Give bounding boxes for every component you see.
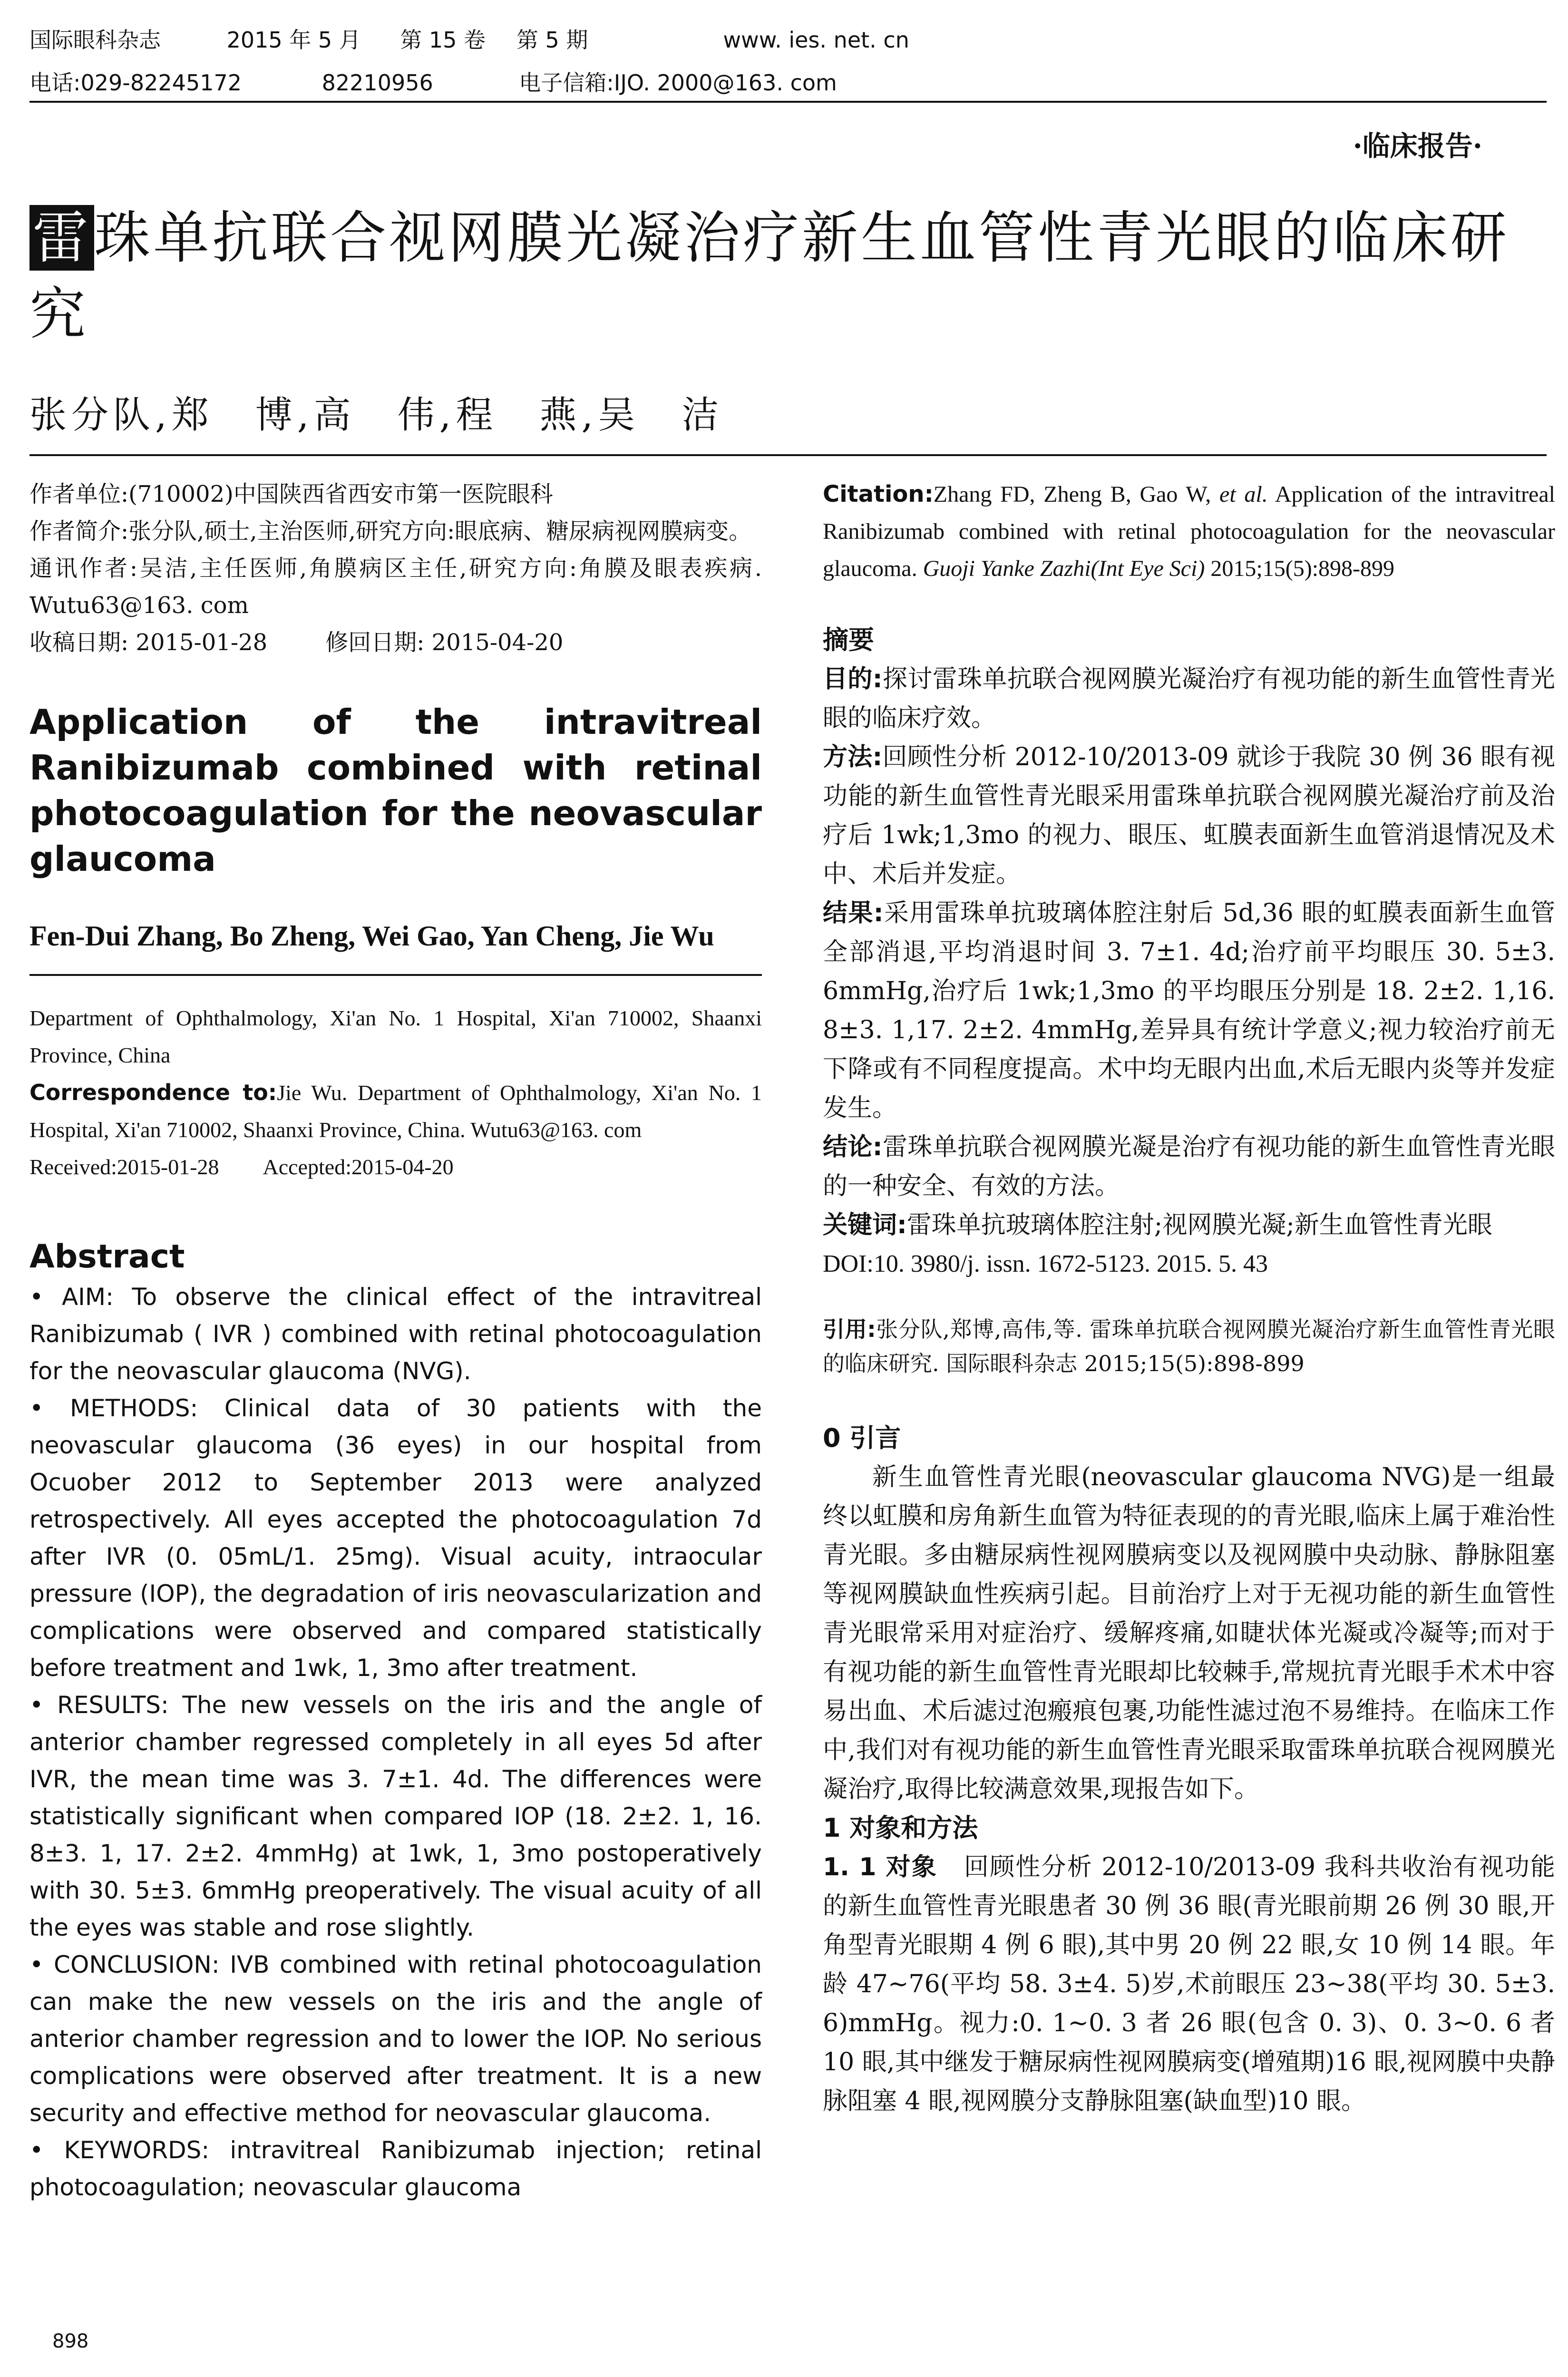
abstract-cn-heading: 摘要 bbox=[823, 625, 874, 655]
abstract-en bbox=[29, 1278, 762, 2206]
article-title-cn bbox=[29, 200, 1547, 352]
citation-ref: 2015;15(5):898-899 bbox=[1210, 556, 1395, 581]
methods-text-cn: 回顾性分析 2012-10/2013-09 就诊于我院 30 例 36 眼有视功能的新生血管性青光眼采用雷珠单抗联合视网膜光凝治疗前及治疗后 1wk;1,3mo 的视力、眼压、虹膜表面新生血管消退情况及术中、术后并发症。 bbox=[823, 743, 1555, 888]
intro-paragraph: 新生血管性青光眼(neovascular glaucoma NVG)是一组最终以虹膜和房角新生血管为特征表现的的青光眼,临床上属于难治性青光眼。多由糖尿病性视网膜病变以及视网膜中央动脉、静脉阻塞等视网膜缺血性疾病引起。目前治疗上对于无视功能的新生血管性青光眼常采用对症治疗、缓解疼痛,如睫状体光凝或冷凝等;而对于有视功能的新生血管性青光眼却比较棘手,常规抗青光眼手术术中容易出血、术后滤过泡瘢痕包裹,功能性滤过泡不易维持。在临床工作中,我们对有视功能的新生血管性青光眼采取雷珠单抗联合视网膜光凝治疗,取得比较满意效果,现报告如下。 bbox=[823, 1463, 1555, 1803]
title-rest: 珠单抗联合视网膜光凝治疗新生血管性青光眼的临床研究 bbox=[29, 205, 1510, 347]
dates-en bbox=[29, 1149, 762, 1186]
correspondence-label: Correspondence to: bbox=[29, 1080, 277, 1105]
citation-journal: Guoji Yanke Zazhi(Int Eye Sci) bbox=[923, 556, 1205, 581]
dates-cn bbox=[29, 624, 762, 661]
abstract-cn-conclusion bbox=[823, 1128, 1555, 1206]
journal-header-line1 bbox=[29, 23, 909, 54]
correspondence-en bbox=[29, 1074, 762, 1149]
journal-phone: 电话:029-82245172 bbox=[29, 70, 242, 96]
subjects-paragraph bbox=[823, 1848, 1555, 2121]
subjects-text: 回顾性分析 2012-10/2013-09 我科共收治有视功能的新生血管性青光眼患者 30 例 36 眼(青光眼前期 26 例 30 眼,开角型青光眼期 4 例 6 眼),其中男 20 例 22 眼,女 10 例 14 眼。年龄 47~76(平均 58. 3±4. 5)岁,术前眼压 23~38(平均 30. 5±3. 6)mmHg。视力:0. 1~0. 3 者 26 眼(包含 0. 3)、0. 3~0. 6 者 10 眼,其中继发于糖尿病性视网膜病变(增殖期)16 眼,视网膜中央静脉阻塞 4 眼,视网膜分支静脉阻塞(缺血型)10 眼。 bbox=[823, 1853, 1555, 2115]
abstract-cn-keywords bbox=[823, 1206, 1555, 1245]
abstract-cn-methods bbox=[823, 738, 1555, 894]
abstract-cn-results bbox=[823, 894, 1555, 1128]
department-en: Department of Ophthalmology, Xi'an No. 1 Hospital, Xi'an 710002, Shaanxi Province, China bbox=[29, 1006, 762, 1067]
journal-website[interactable]: www. ies. net. cn bbox=[723, 27, 909, 53]
author-unit: 作者单位:(710002)中国陕西省西安市第一医院眼科 bbox=[29, 481, 553, 507]
citation-en bbox=[823, 476, 1555, 587]
citation-cn bbox=[823, 1312, 1555, 1381]
methods-heading: 1 对象和方法 bbox=[823, 1813, 978, 1843]
methods-label-cn: 方法: bbox=[823, 743, 883, 771]
section-tag: ·临床报告· bbox=[1353, 130, 1482, 162]
citation-cn-para bbox=[823, 1312, 1555, 1381]
right-column bbox=[823, 476, 1555, 2121]
corresponding-author: 通讯作者:吴洁,主任医师,角膜病区主任,研究方向:角膜及眼表疾病. Wutu63@163. com bbox=[29, 555, 762, 619]
citation-label: Citation: bbox=[823, 481, 934, 507]
conclusion-label-cn: 结论: bbox=[823, 1133, 883, 1161]
abstract-cn bbox=[823, 621, 1555, 1284]
intro-heading: 0 引言 bbox=[823, 1423, 901, 1453]
subjects-heading: 1. 1 对象 bbox=[823, 1853, 937, 1881]
authors-en: Fen-Dui Zhang, Bo Zheng, Wei Gao, Yan Cheng, Jie Wu bbox=[29, 920, 714, 952]
citation-authors: Zhang FD, Zheng B, Gao W, bbox=[933, 482, 1211, 507]
authors-en-rule bbox=[29, 974, 762, 976]
page-number: 898 bbox=[52, 2330, 89, 2352]
abstract-methods: • METHODS: Clinical data of 30 patients with the neovascular glaucoma (36 eyes) in our hospital from Ocuober 2012 to September 2013 were analyzed retrospectively. All eyes accepted the photocoagulation 7d after IVR (0. 05mL/1. 25mg). Visual acuity, intraocular pressure (IOP), the degradation of iris neovascularization and complications were observed and compared statistically before treatment and 1wk, 1, 3mo after treatment. bbox=[29, 1394, 762, 1682]
journal-phone-2: 82210956 bbox=[321, 70, 433, 96]
left-column bbox=[29, 476, 762, 2206]
body-text bbox=[823, 1419, 1555, 2121]
journal-email[interactable]: 电子信箱:IJO. 2000@163. com bbox=[519, 70, 837, 96]
header-rule bbox=[29, 101, 1547, 103]
keywords-label-cn: 关键词: bbox=[823, 1211, 907, 1239]
journal-header-line2 bbox=[29, 66, 837, 97]
affiliation-en bbox=[29, 1000, 762, 1186]
issue-date: 2015 年 5 月 bbox=[226, 27, 361, 53]
citation-text: Application of the intravitreal Ranibizumab combined with retinal photocoagulation for the neovascular glaucoma. bbox=[823, 482, 1556, 581]
received-date-en: Received:2015-01-28 bbox=[29, 1155, 219, 1179]
abstract-en-heading: Abstract bbox=[29, 1238, 185, 1276]
author-intro: 作者简介:张分队,硕士,主治医师,研究方向:眼底病、糖尿病视网膜病变。 bbox=[29, 518, 752, 545]
correspondence-text: Jie Wu. Department of Ophthalmology, Xi'an No. 1 Hospital, Xi'an 710002, Shaanxi Province, China. Wutu63@163. com bbox=[29, 1081, 762, 1142]
received-date-cn: 收稿日期: 2015-01-28 bbox=[29, 629, 268, 656]
conclusion-text-cn: 雷珠单抗联合视网膜光凝是治疗有视功能的新生血管性青光眼的一种安全、有效的方法。 bbox=[823, 1133, 1555, 1200]
abstract-keywords: • KEYWORDS: intravitreal Ranibizumab injection; retinal photocoagulation; neovascular glaucoma bbox=[29, 2136, 762, 2201]
revised-date-cn: 修回日期: 2015-04-20 bbox=[325, 629, 564, 656]
aim-text-cn: 探讨雷珠单抗联合视网膜光凝治疗有视功能的新生血管性青光眼的临床疗效。 bbox=[823, 665, 1555, 732]
doi[interactable]: DOI:10. 3980/j. issn. 1672-5123. 2015. 5. 43 bbox=[823, 1250, 1268, 1277]
aim-label-cn: 目的: bbox=[823, 665, 883, 693]
volume: 第 15 卷 bbox=[400, 27, 486, 53]
results-label-cn: 结果: bbox=[823, 899, 884, 927]
results-text-cn: 采用雷珠单抗玻璃体腔注射后 5d,36 眼的虹膜表面新生血管全部消退,平均消退时间 3. 7±1. 4d;治疗前平均眼压 30. 5±3. 6mmHg,治疗后 1wk;1,3mo 的平均眼压分别是 18. 2±2. 1,16. 8±3. 1,17. 2±2. 4mmHg,差异具有统计学意义;视力较治疗前无下降或有不同程度提高。术中均无眼内出血,术后无眼内炎等并发症发生。 bbox=[823, 899, 1555, 1122]
affiliation-cn bbox=[29, 476, 762, 661]
authors-rule bbox=[29, 454, 1547, 456]
issue-number: 第 5 期 bbox=[516, 27, 588, 53]
keywords-text-cn: 雷珠单抗玻璃体腔注射;视网膜光凝;新生血管性青光眼 bbox=[906, 1211, 1492, 1239]
accepted-date-en: Accepted:2015-04-20 bbox=[263, 1155, 454, 1179]
journal-name: 国际眼科杂志 bbox=[29, 27, 161, 53]
abstract-results: • RESULTS: The new vessels on the iris and the angle of anterior chamber regressed completely in all eyes 5d after IVR, the mean time was 3. 7±1. 4d. The differences were statistically significant when compared IOP (18. 2±2. 1, 16. 8±3. 1, 17. 2±2. 4mmHg) at 1wk, 1, 3mo postoperatively with 30. 5±3. 6mmHg preoperatively. The visual acuity of all the eyes was stable and rose slightly. bbox=[29, 1691, 762, 1941]
citation-cn-text: 张分队,郑博,高伟,等. 雷珠单抗联合视网膜光凝治疗新生血管性青光眼的临床研究. 国际眼科杂志 2015;15(5):898-899 bbox=[823, 1316, 1555, 1376]
abstract-aim: • AIM: To observe the clinical effect of the intravitreal Ranibizumab ( IVR ) combined with retinal photocoagulation for the neovascular glaucoma (NVG). bbox=[29, 1283, 762, 1385]
abstract-cn-aim bbox=[823, 660, 1555, 738]
abstract-conclusion: • CONCLUSION: IVB combined with retinal photocoagulation can make the new vessels on the iris and the angle of anterior chamber regression and to lower the IOP. No serious complications were observed after treatment. It is a new security and effective method for neovascular glaucoma. bbox=[29, 1951, 762, 2127]
authors-cn: 张分队,郑 博,高 伟,程 燕,吴 洁 bbox=[29, 394, 724, 437]
article-title-en: Application of the intravitreal Ranibizumab combined with retinal photocoagulation for the neovascular glaucoma bbox=[29, 702, 762, 879]
citation-cn-label: 引用: bbox=[823, 1316, 876, 1342]
citation-etal: et al. bbox=[1219, 482, 1268, 507]
title-first-char: 雷 bbox=[29, 205, 94, 271]
